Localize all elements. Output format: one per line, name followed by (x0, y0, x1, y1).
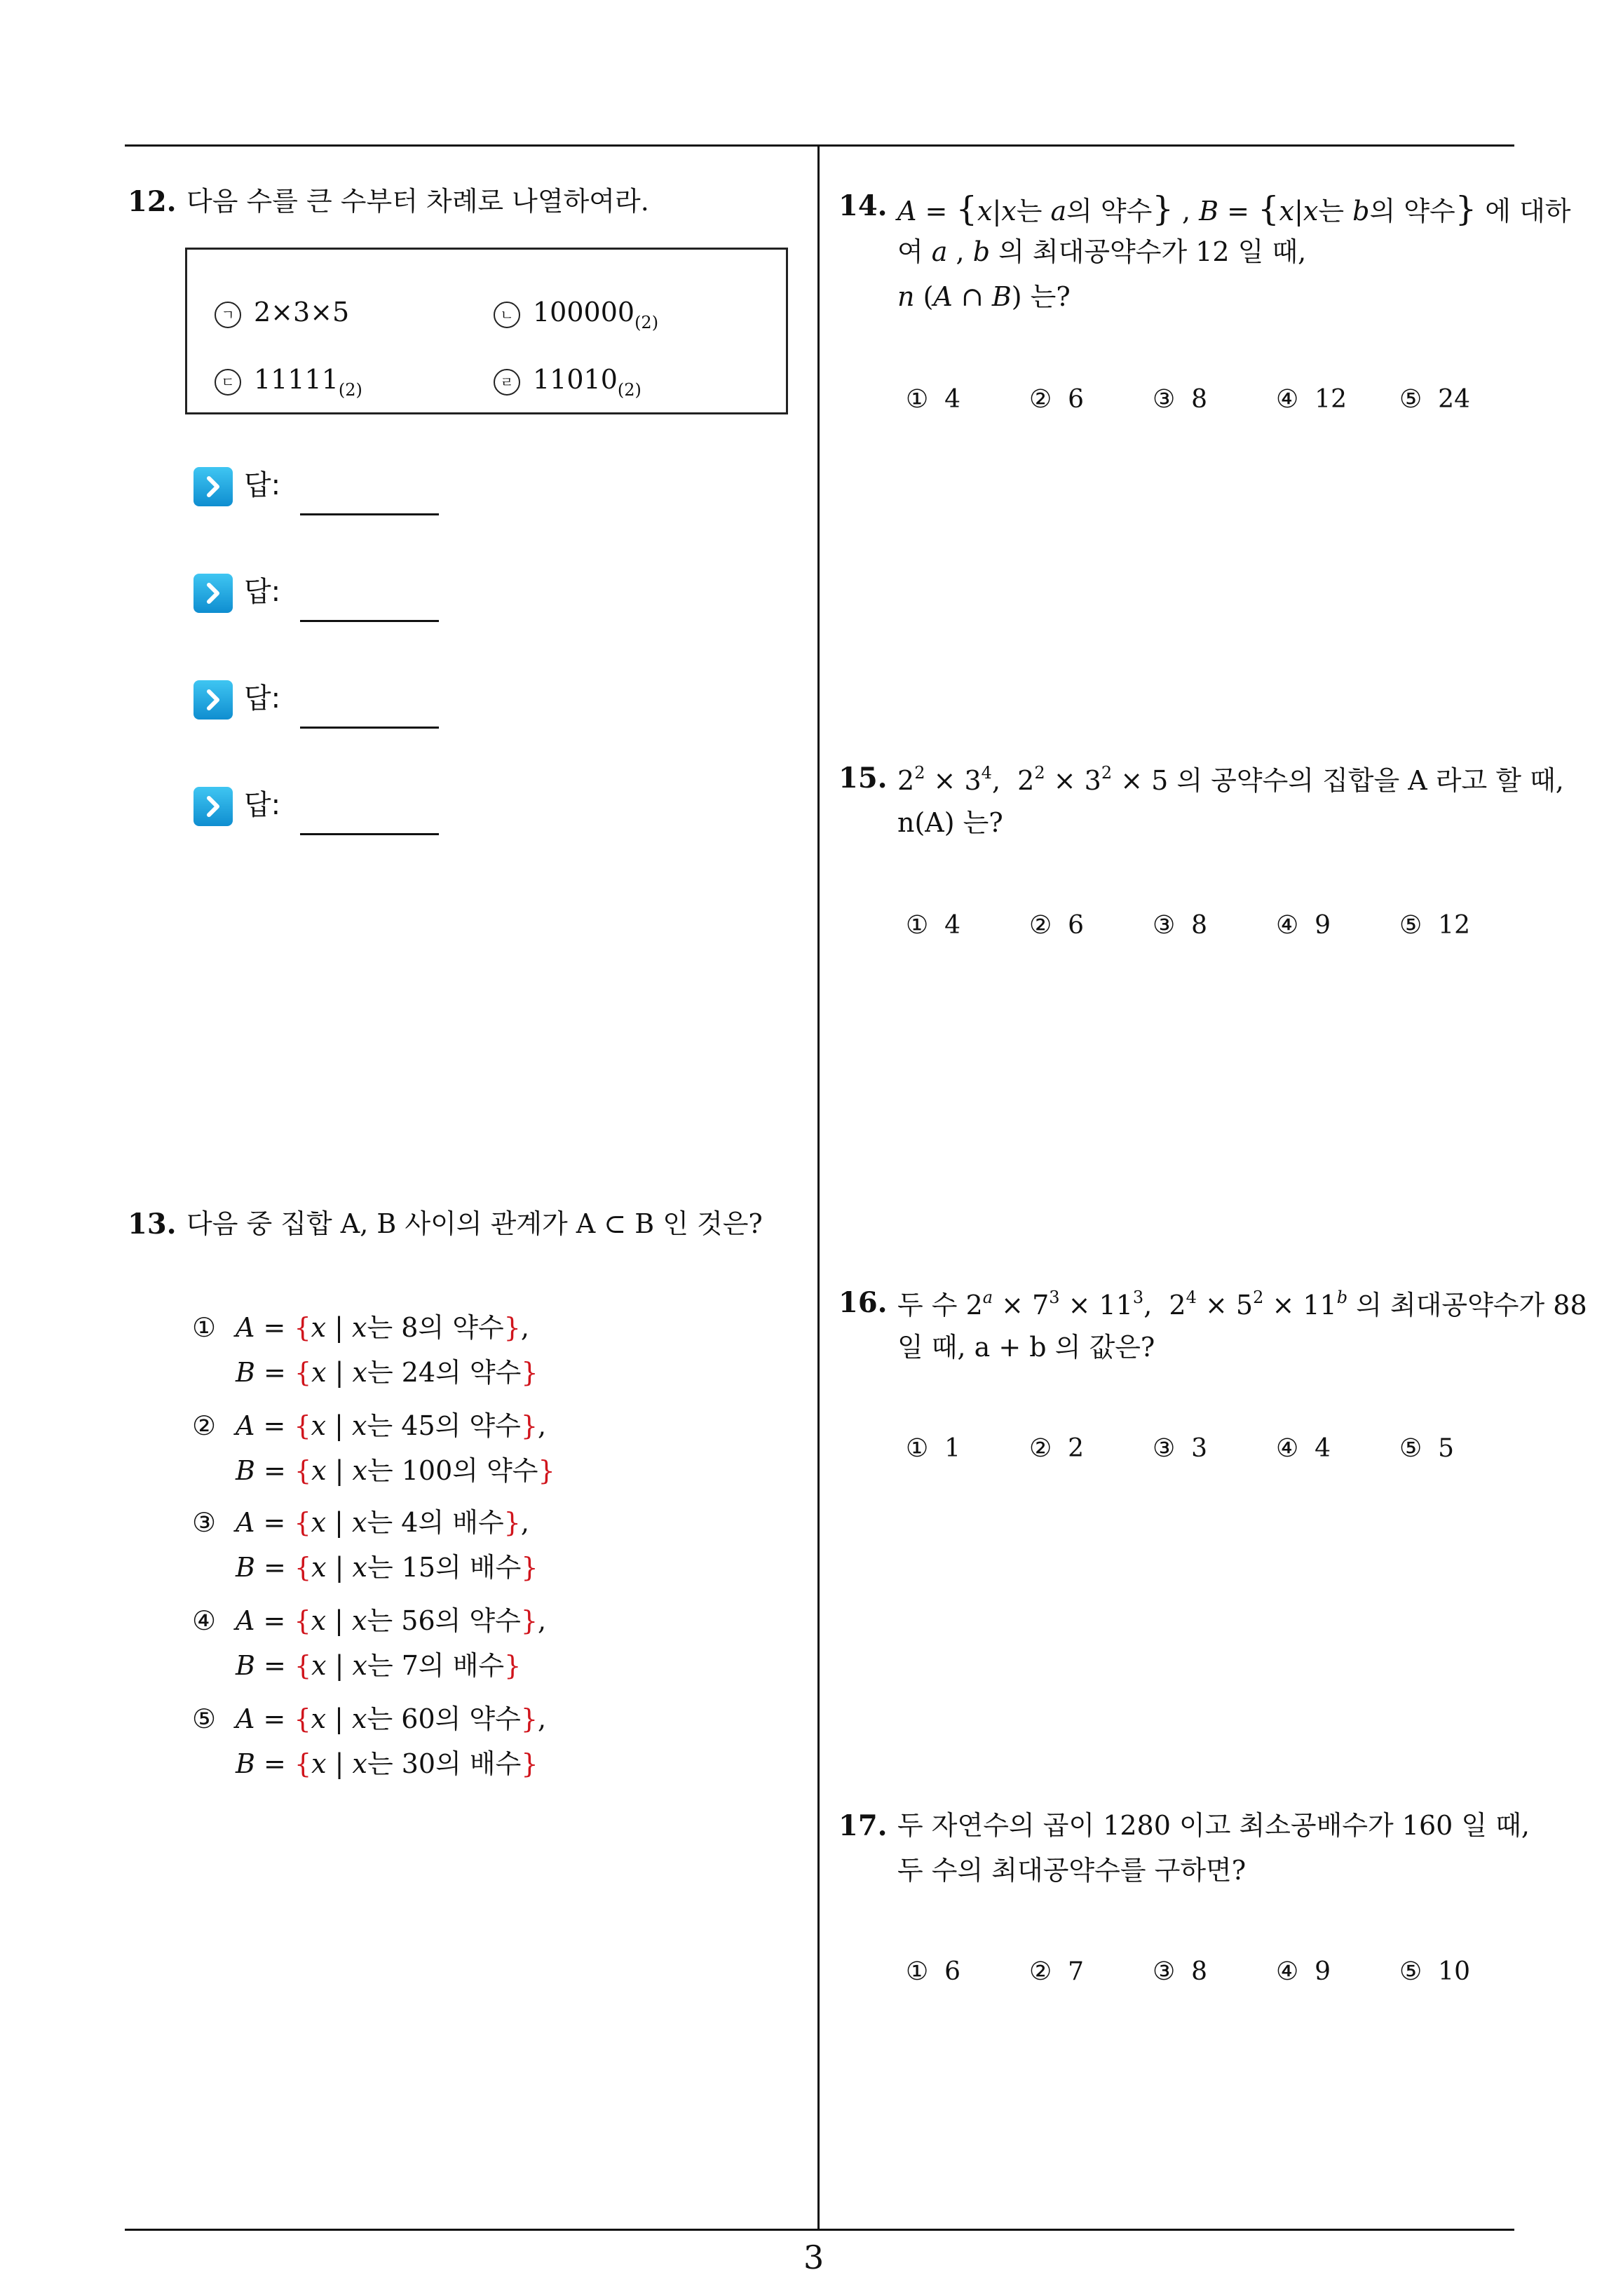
question-number: 15. (838, 762, 888, 795)
option-value: 9 (1315, 911, 1331, 940)
option-mark: ② (1029, 385, 1052, 414)
question-line-2: 여 a , b 의 최대공약수가 12 일 때, (897, 236, 1307, 267)
chevron-right-icon (193, 467, 233, 506)
option-mark: ① (906, 1957, 929, 1986)
option-line-a: A = {x | x는 8의 약수}, (236, 1312, 529, 1343)
answer-blank[interactable] (300, 513, 439, 515)
option-4[interactable] (1276, 1959, 1331, 1985)
option-line-b: B = {x | x는 15의 배수} (236, 1552, 538, 1583)
top-rule (125, 144, 1514, 147)
option-line-a: A = {x | x는 4의 배수}, (236, 1507, 529, 1538)
question-line-1: 두 수 $2^a \times 7^3 \times 11^3$, $2^4 \times 5^2 \times 11^b$ 의 최대공약수가 88 (897, 1288, 1587, 1321)
question-line-1-prefix: 두 수 (897, 1290, 958, 1321)
question-line-1-suffix: 의 공약수의 집합을 A 라고 할 때, (1176, 765, 1564, 796)
question-stem: 다음 수를 큰 수부터 차례로 나열하여라. (186, 186, 649, 217)
option-value: 1 (944, 1434, 961, 1463)
answer-blank[interactable] (300, 833, 439, 835)
option-value: 24 (1438, 385, 1470, 414)
option-5[interactable] (1399, 387, 1470, 412)
question-stem: 다음 중 집합 A, B 사이의 관계가 A ⊂ B 인 것은? (186, 1208, 763, 1239)
question-line-1-suffix: 의 최대공약수가 88 (1356, 1290, 1587, 1321)
bottom-rule (125, 2229, 1514, 2231)
option-mark: ① (906, 385, 929, 414)
choice-item-text: 11010 (533, 364, 618, 395)
answer-blank[interactable] (300, 727, 439, 729)
option-1[interactable] (906, 913, 960, 938)
option-5[interactable] (1399, 1436, 1454, 1461)
option-value: 6 (1068, 911, 1085, 940)
circled-mark: ㄴ (494, 302, 520, 328)
choice-item-1 (215, 299, 349, 328)
option-mark: ② (1029, 1434, 1052, 1463)
question-line-2: n(A) 는? (897, 807, 1003, 838)
option-2[interactable] (1029, 387, 1084, 412)
option-mark: ③ (1153, 1957, 1176, 1986)
option-3[interactable] (1153, 1436, 1207, 1461)
choice-item-text: 2×3×5 (254, 297, 350, 327)
option-value: 7 (1068, 1957, 1085, 1986)
option-mark: ④ (192, 1605, 217, 1636)
option-mark: ⑤ (1399, 385, 1422, 414)
answer-blank[interactable] (300, 620, 439, 622)
option-mark: ④ (1276, 1434, 1299, 1463)
option-mark: ① (906, 911, 929, 940)
base-subscript: (2) (338, 380, 362, 400)
choice-item-text: 100000 (533, 297, 635, 327)
option-value: 8 (1191, 385, 1208, 414)
option-value: 6 (1068, 385, 1085, 414)
question-number: 16. (838, 1286, 888, 1319)
option-mark: ④ (1276, 911, 1299, 940)
option-mark: ① (906, 1434, 929, 1463)
circled-mark: ㄱ (215, 302, 241, 328)
option-value: 5 (1438, 1434, 1455, 1463)
question-number: 14. (838, 189, 888, 222)
option-5[interactable] (1399, 1959, 1470, 1985)
option-2[interactable] (1029, 1436, 1084, 1461)
option-mark: ③ (1153, 1434, 1176, 1463)
choice-item-2 (494, 299, 658, 331)
chevron-right-icon (193, 787, 233, 826)
base-subscript: (2) (617, 380, 641, 400)
option-value: 4 (944, 911, 961, 940)
option-mark: ③ (192, 1507, 217, 1538)
answer-label: 답: (244, 789, 281, 821)
option-mark: ② (1029, 911, 1052, 940)
option-4[interactable] (1276, 387, 1347, 412)
option-1[interactable] (906, 1436, 960, 1461)
option-1[interactable] (906, 387, 960, 412)
option-value: 4 (944, 385, 961, 414)
option-mark: ⑤ (1399, 1957, 1422, 1986)
option-3[interactable] (1153, 913, 1207, 938)
option-value: 6 (944, 1957, 961, 1986)
question-number: 12. (128, 185, 177, 218)
option-mark: ① (192, 1312, 217, 1343)
column-divider (817, 144, 820, 2230)
option-mark: ⑤ (1399, 1434, 1422, 1463)
question-line-1: $2^2 \times 3^4$, $2^2 \times 3^2 \times 5$ 의 공약수의 집합을 A 라고 할 때, (897, 763, 1564, 796)
base-subscript: (2) (634, 313, 659, 332)
option-2[interactable] (1029, 913, 1084, 938)
question-line-1: 두 자연수의 곱이 1280 이고 최소공배수가 160 일 때, (897, 1810, 1530, 1841)
option-value: 12 (1315, 385, 1347, 414)
option-value: 8 (1191, 1957, 1208, 1986)
option-value: 2 (1068, 1434, 1085, 1463)
answer-label: 답: (244, 576, 281, 608)
option-mark: ④ (1276, 1957, 1299, 1986)
choice-item-text: 11111 (254, 364, 339, 395)
chevron-right-icon (193, 680, 233, 720)
chevron-right-icon (193, 574, 233, 613)
option-value: 10 (1438, 1957, 1470, 1986)
question-line-3: n (A ∩ B) 는? (897, 281, 1071, 312)
option-1[interactable] (906, 1959, 960, 1985)
option-line-b: B = {x | x는 30의 배수} (236, 1748, 538, 1779)
option-line-a: A = {x | x는 60의 약수}, (236, 1703, 547, 1734)
question-number: 17. (838, 1809, 888, 1842)
option-mark: ③ (1153, 911, 1176, 940)
option-value: 12 (1438, 911, 1470, 940)
option-mark: ⑤ (1399, 911, 1422, 940)
page-number: 3 (803, 2238, 824, 2276)
question-line-1: A = {x|x는 a의 약수} , B = {x|x는 b의 약수} 에 대하 (897, 189, 1571, 229)
option-5[interactable] (1399, 913, 1470, 938)
option-value: 4 (1315, 1434, 1331, 1463)
circled-mark: ㄷ (215, 369, 241, 396)
option-value: 8 (1191, 911, 1208, 940)
option-3[interactable] (1153, 387, 1207, 412)
option-mark: ④ (1276, 385, 1299, 414)
option-line-b: B = {x | x는 7의 배수} (236, 1650, 522, 1681)
option-4[interactable] (1276, 913, 1331, 938)
option-mark: ⑤ (192, 1703, 217, 1734)
option-mark: ② (1029, 1957, 1052, 1986)
option-mark: ③ (1153, 385, 1176, 414)
circled-mark: ㄹ (494, 369, 520, 396)
answer-label: 답: (244, 469, 281, 501)
option-line-b: B = {x | x는 100의 약수} (236, 1455, 555, 1486)
choice-item-3 (215, 366, 362, 398)
question-line-2: 두 수의 최대공약수를 구하면? (897, 1855, 1247, 1886)
answer-label: 답: (244, 682, 281, 715)
option-line-a: A = {x | x는 56의 약수}, (236, 1605, 547, 1636)
option-line-b: B = {x | x는 24의 약수} (236, 1357, 538, 1388)
option-3[interactable] (1153, 1959, 1207, 1985)
option-value: 9 (1315, 1957, 1331, 1986)
option-line-a: A = {x | x는 45의 약수}, (236, 1410, 547, 1441)
option-value: 3 (1191, 1434, 1208, 1463)
option-mark: ② (192, 1410, 217, 1441)
choice-item-4 (494, 366, 641, 398)
question-number: 13. (128, 1208, 177, 1241)
option-2[interactable] (1029, 1959, 1084, 1985)
option-4[interactable] (1276, 1436, 1331, 1461)
question-line-2: 일 때, a + b 의 값은? (897, 1332, 1155, 1363)
